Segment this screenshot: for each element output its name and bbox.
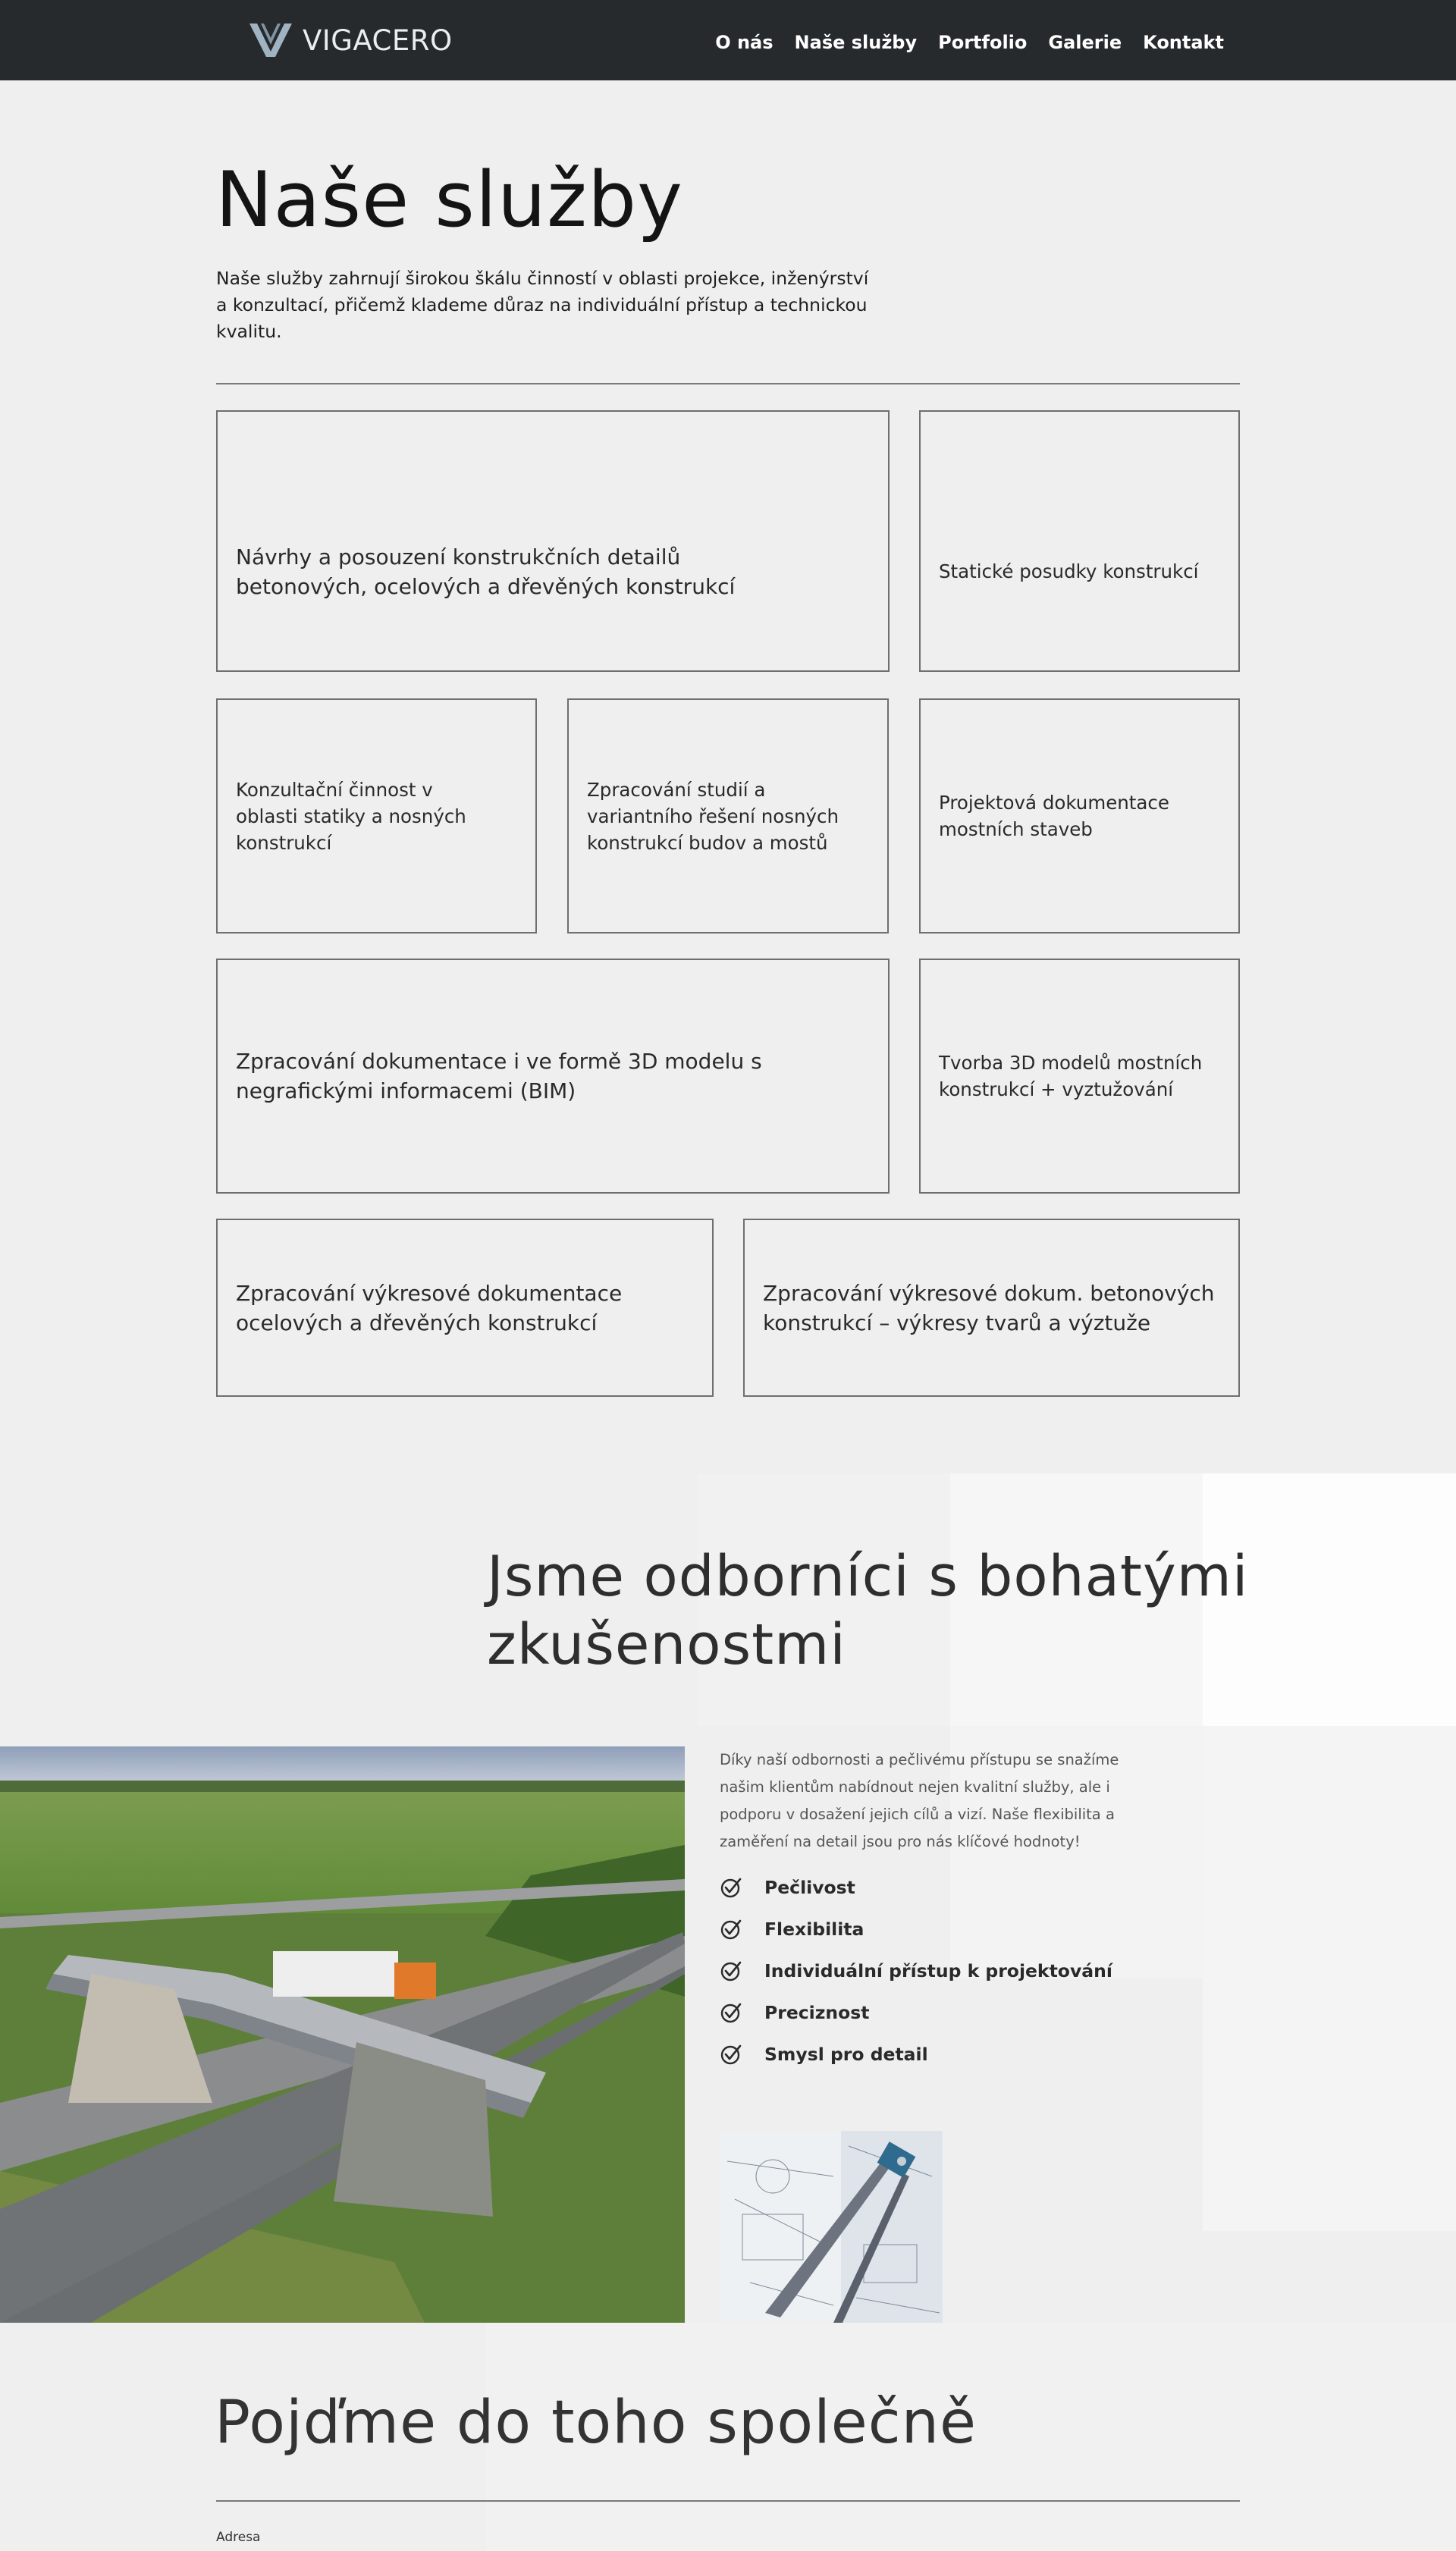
divider bbox=[216, 2500, 1240, 2502]
service-card-label: Zpracování výkresové dokumentace ocelových a dřevěných konstrukcí bbox=[236, 1280, 623, 1335]
highway-bridge-photo bbox=[0, 1746, 685, 2323]
service-card bbox=[919, 410, 1240, 672]
address-label: Adresa bbox=[216, 2530, 261, 2545]
value-label: Preciznost bbox=[764, 2001, 870, 2023]
services-lead: Naše služby zahrnují širokou škálu činností v oblasti projekce, inženýrství a konzultací, přičemž klademe důraz na individuální přístup a technickou kvalitu. bbox=[216, 268, 869, 342]
main-nav bbox=[715, 29, 1224, 56]
service-card bbox=[216, 1219, 714, 1397]
logo-v-icon bbox=[248, 21, 293, 59]
service-card-label: Projektová dokumentace mostních staveb bbox=[939, 792, 1169, 840]
service-card bbox=[743, 1219, 1240, 1397]
service-card bbox=[919, 698, 1240, 933]
nav-o-nas[interactable]: O nás bbox=[715, 32, 774, 53]
check-circle-icon bbox=[720, 2043, 742, 2066]
service-card-label: Zpracování studií a variantního řešení nosných konstrukcí budov a mostů bbox=[587, 778, 839, 854]
service-card-label: Statické posudky konstrukcí bbox=[939, 560, 1199, 582]
value-item bbox=[720, 1908, 1112, 1950]
experts-intro: Díky naší odbornosti a pečlivému přístupu se snažíme našim klientům nabídnout nejen kvalitní služby, ale i podporu v dosažení jejich cílů a vizí. Naše flexibilita a zaměření na detail jsou pro nás klíčové hodnoty! bbox=[720, 1751, 1119, 1850]
value-item bbox=[720, 1866, 1112, 1908]
value-label: Pečlivost bbox=[764, 1876, 855, 1898]
check-circle-icon bbox=[720, 2001, 742, 2024]
experts-title: Jsme odborníci s bohatými zkušenostmi bbox=[487, 1544, 1249, 1677]
contact-title: Pojďme do toho společně bbox=[215, 2389, 977, 2457]
nav-galerie[interactable]: Galerie bbox=[1048, 32, 1122, 53]
value-label: Individuální přístup k projektování bbox=[764, 1960, 1112, 1981]
check-circle-icon bbox=[720, 1876, 742, 1899]
brand-name: VIGACERO bbox=[303, 24, 453, 57]
service-card bbox=[216, 698, 537, 933]
service-card-label: Zpracování dokumentace i ve formě 3D modelu s negrafickými informacemi (BIM) bbox=[236, 1049, 762, 1103]
nav-portfolio[interactable]: Portfolio bbox=[938, 32, 1028, 53]
blueprint-compass-photo bbox=[720, 2131, 943, 2323]
decor-tile bbox=[1203, 1726, 1456, 2231]
nav-nase-sluzby[interactable]: Naše služby bbox=[794, 32, 918, 53]
divider bbox=[216, 383, 1240, 384]
service-card bbox=[216, 959, 890, 1194]
logo[interactable] bbox=[248, 21, 453, 59]
nav-kontakt[interactable]: Kontakt bbox=[1143, 32, 1224, 53]
service-card-label: Tvorba 3D modelů mostních konstrukcí + vyztužování bbox=[939, 1052, 1203, 1100]
value-label: Smysl pro detail bbox=[764, 2043, 928, 2065]
value-label: Flexibilita bbox=[764, 1918, 864, 1940]
services-title: Naše služby bbox=[215, 155, 683, 244]
service-card bbox=[919, 959, 1240, 1194]
value-item bbox=[720, 2033, 1112, 2075]
check-circle-icon bbox=[720, 1918, 742, 1941]
service-card-label: Konzultační činnost v oblasti statiky a nosných konstrukcí bbox=[236, 778, 466, 854]
service-card bbox=[567, 698, 889, 933]
value-item bbox=[720, 1950, 1112, 1991]
service-card-label: Návrhy a posouzení konstrukčních detailů betonových, ocelových a dřevěných konstrukcí bbox=[236, 544, 736, 599]
check-circle-icon bbox=[720, 1960, 742, 1982]
site-header bbox=[0, 0, 1456, 80]
value-item bbox=[720, 1991, 1112, 2033]
values-list bbox=[720, 1866, 1112, 2075]
service-card-label: Zpracování výkresové dokum. betonových konstrukcí – výkresy tvarů a výztuže bbox=[763, 1280, 1215, 1335]
service-card bbox=[216, 410, 890, 672]
